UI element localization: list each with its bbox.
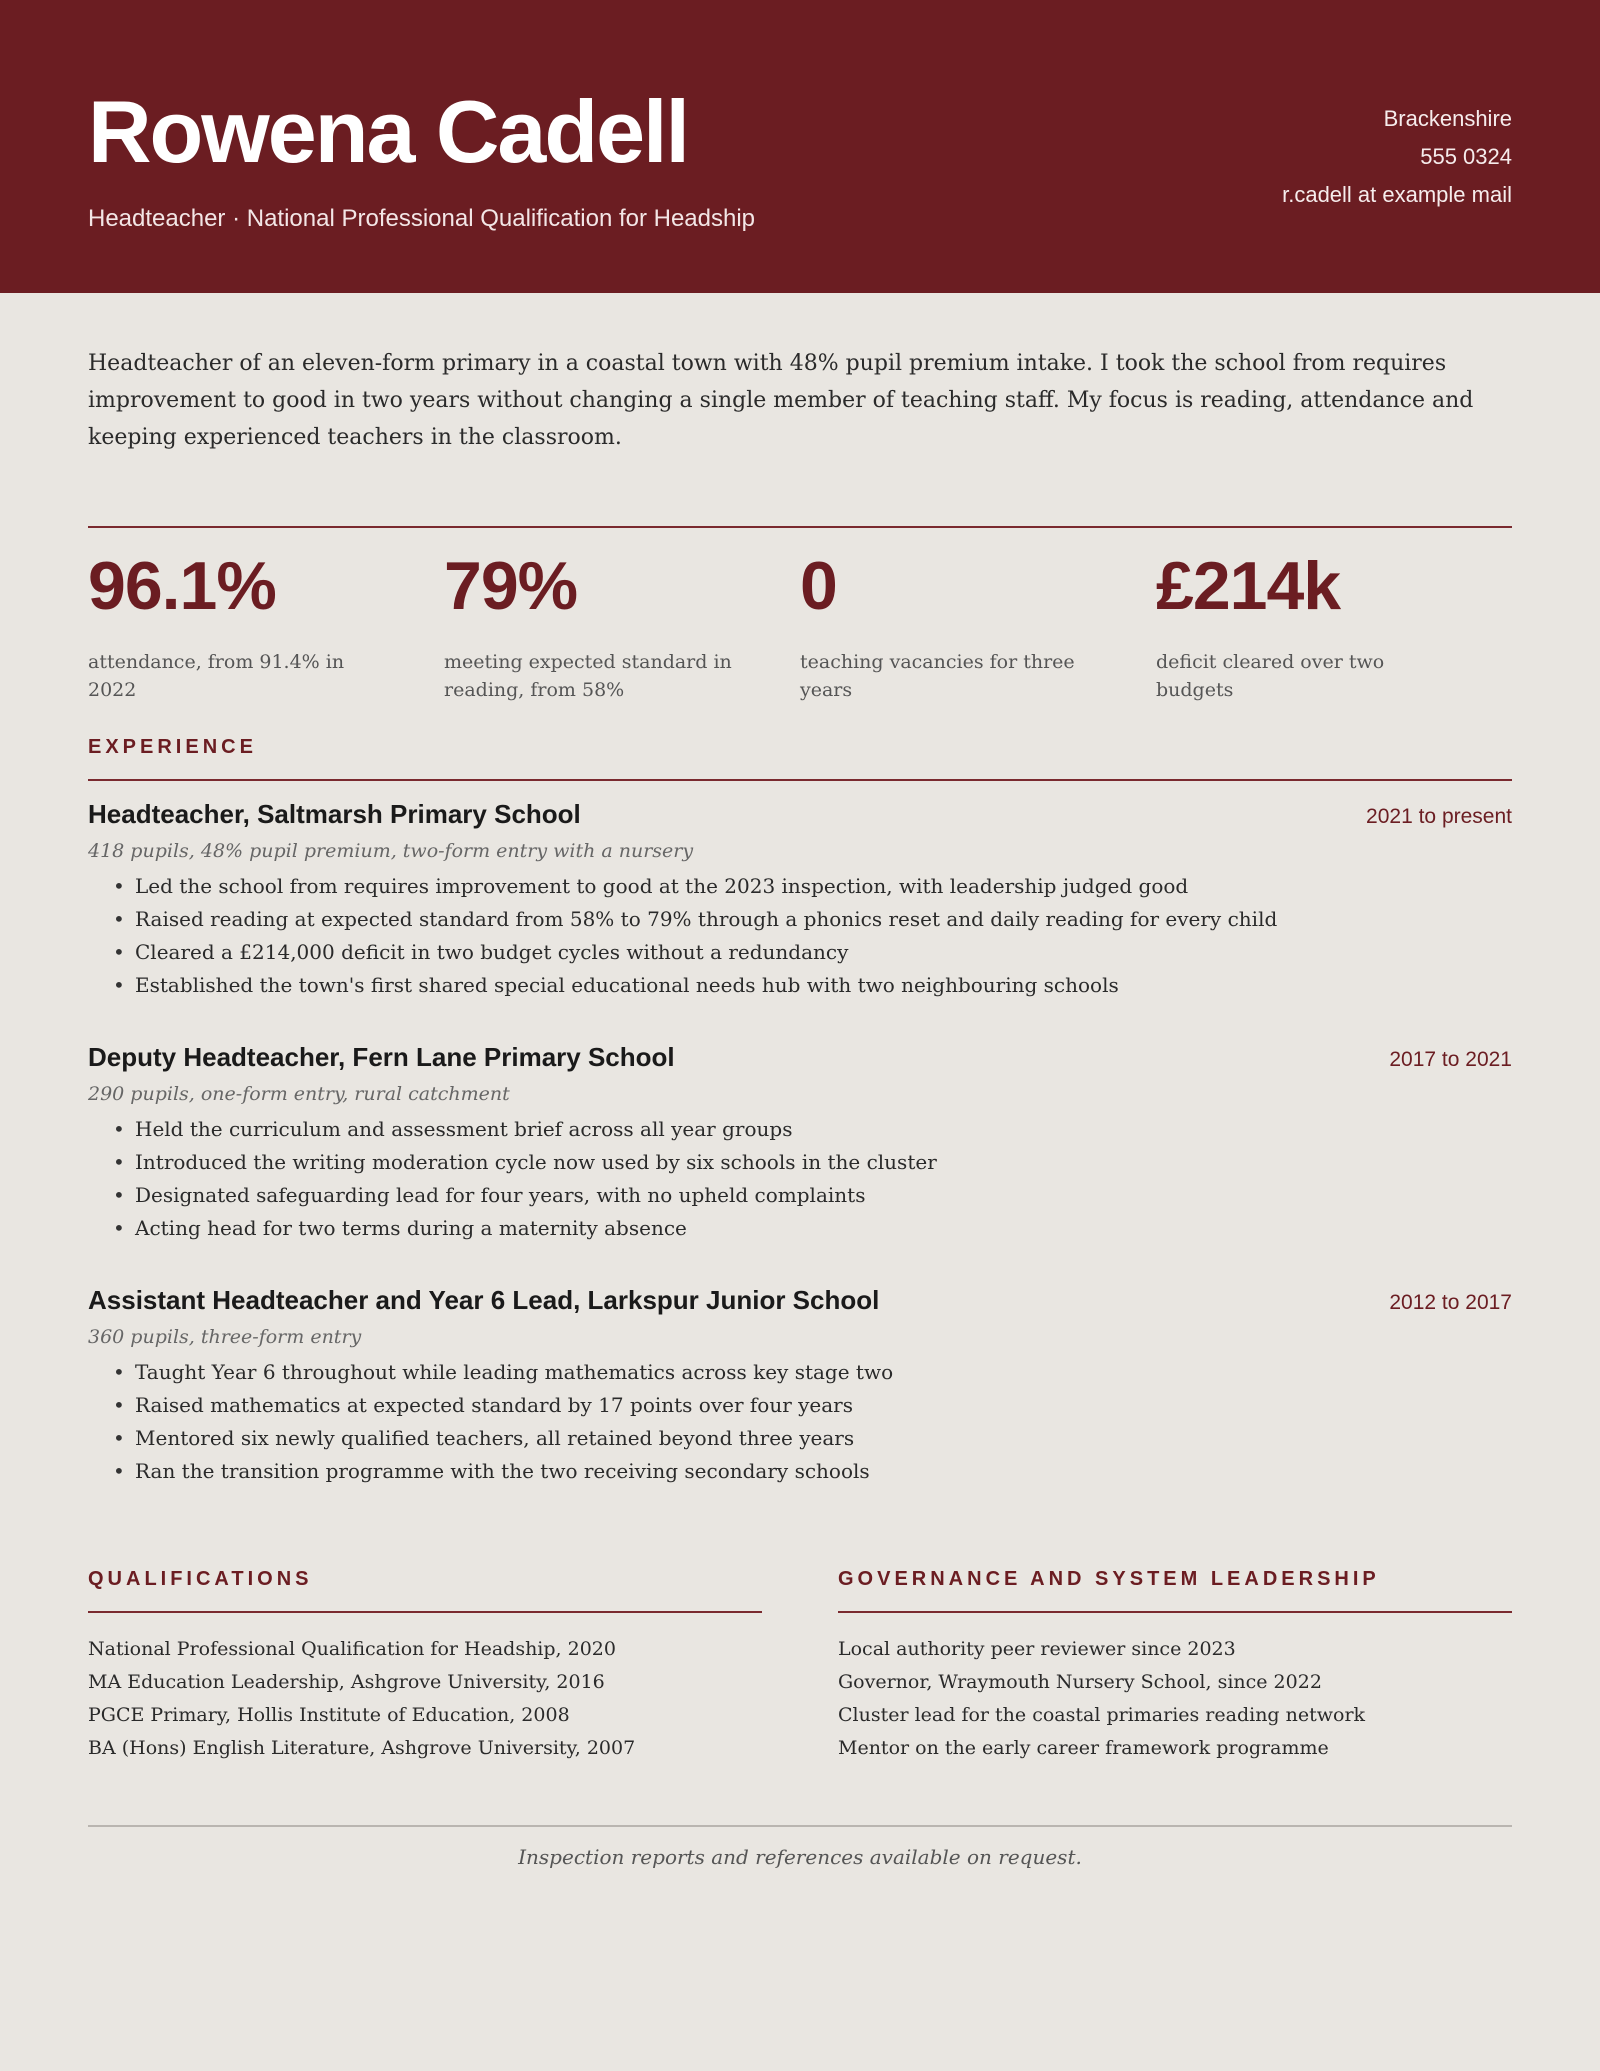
job-header <box>88 1042 1512 1073</box>
contact-email: r.cadell at example mail <box>1282 182 1512 207</box>
key-stats <box>88 526 1512 736</box>
stat-value: 0 <box>800 548 837 624</box>
job-bullet: • Taught Year 6 throughout while leading mathematics across key stage two <box>88 1356 1512 1389</box>
candidate-name: Rowena Cadell <box>88 82 688 181</box>
job-dates: 2017 to 2021 <box>1389 1048 1512 1071</box>
job-bullet: • Mentored six newly qualified teachers, all retained beyond three years <box>88 1422 1512 1455</box>
job-bullet: • Led the school from requires improvement to good at the 2023 inspection, with leadership judged good <box>88 870 1512 903</box>
job-dates: 2021 to present <box>1366 805 1512 828</box>
governance-item: Governor, Wraymouth Nursery School, since 2022 <box>838 1671 1322 1693</box>
job-header <box>88 799 1512 830</box>
experience-heading: EXPERIENCE <box>88 736 1512 781</box>
job-title: Assistant Headteacher and Year 6 Lead, Larkspur Junior School <box>88 1285 880 1315</box>
stat-value: £214k <box>1156 548 1341 624</box>
header-banner <box>0 0 1600 293</box>
job-title: Headteacher, Saltmarsh Primary School <box>88 799 581 829</box>
governance-item: Local authority peer reviewer since 2023 <box>838 1638 1236 1660</box>
stat-value: 96.1% <box>88 548 276 624</box>
job-bullet: • Held the curriculum and assessment brief across all year groups <box>88 1113 1512 1146</box>
job-bullet: • Introduced the writing moderation cycle now used by six schools in the cluster <box>88 1146 1512 1179</box>
governance-item: Cluster lead for the coastal primaries reading network <box>838 1704 1366 1726</box>
job-meta: 360 pupils, three-form entry <box>88 1326 362 1348</box>
stat-value: 79% <box>444 548 578 624</box>
lower-sections <box>88 1568 1512 1765</box>
job-bullet: • Acting head for two terms during a maternity absence <box>88 1212 1512 1245</box>
contact-phone: 555 0324 <box>1420 144 1512 169</box>
job-bullets <box>88 1356 1512 1488</box>
qualifications-list <box>88 1633 762 1765</box>
stat-label: teaching vacancies for three years <box>800 651 1075 701</box>
stat-attendance <box>88 548 444 736</box>
job-dates: 2012 to 2017 <box>1389 1291 1512 1314</box>
job-entry <box>88 1042 1512 1245</box>
experience-section <box>88 736 1512 1488</box>
job-entry <box>88 799 1512 1002</box>
stat-label: attendance, from 91.4% in 2022 <box>88 651 345 701</box>
governance-list <box>838 1633 1512 1765</box>
job-meta: 418 pupils, 48% pupil premium, two-form entry with a nursery <box>88 840 694 862</box>
qualification-item: BA (Hons) English Literature, Ashgrove University, 2007 <box>88 1737 636 1759</box>
resume-body <box>0 345 1600 1869</box>
job-bullet: • Cleared a £214,000 deficit in two budget cycles without a redundancy <box>88 936 1512 969</box>
job-header <box>88 1285 1512 1316</box>
job-bullet: • Designated safeguarding lead for four years, with no upheld complaints <box>88 1179 1512 1212</box>
qualification-item: National Professional Qualification for Headship, 2020 <box>88 1638 616 1660</box>
job-title: Deputy Headteacher, Fern Lane Primary School <box>88 1042 675 1072</box>
candidate-tagline: Headteacher · National Professional Qualification for Headship <box>88 205 756 232</box>
job-bullet: • Established the town's first shared special educational needs hub with two neighbouring schools <box>88 969 1512 1002</box>
stat-deficit <box>1156 548 1512 736</box>
governance-item: Mentor on the early career framework programme <box>838 1737 1329 1759</box>
job-bullet: • Ran the transition programme with the two receiving secondary schools <box>88 1455 1512 1488</box>
governance-section <box>838 1568 1512 1765</box>
job-entry <box>88 1285 1512 1488</box>
footer-divider <box>88 1825 1512 1827</box>
stat-label: deficit cleared over two budgets <box>1156 651 1385 701</box>
job-bullets <box>88 1113 1512 1245</box>
job-meta: 290 pupils, one-form entry, rural catchment <box>88 1083 510 1105</box>
qualifications-heading: QUALIFICATIONS <box>88 1568 762 1613</box>
stat-reading <box>444 548 800 736</box>
stat-vacancies <box>800 548 1156 736</box>
contact-block <box>1282 100 1512 214</box>
footer-note: Inspection reports and references available on request. <box>518 1845 1082 1869</box>
job-bullet: • Raised mathematics at expected standard by 17 points over four years <box>88 1389 1512 1422</box>
job-bullets <box>88 870 1512 1002</box>
profile-summary: Headteacher of an eleven-form primary in a coastal town with 48% pupil premium intake. I took the school from requires improvement to good in two years without changing a single member of teaching staff. My focus is reading, attendance and keeping experienced teachers in the classroom. <box>88 351 1474 450</box>
contact-location: Brackenshire <box>1383 106 1512 131</box>
qualification-item: PGCE Primary, Hollis Institute of Education, 2008 <box>88 1704 570 1726</box>
stat-label: meeting expected standard in reading, from 58% <box>444 651 732 701</box>
job-bullet: • Raised reading at expected standard from 58% to 79% through a phonics reset and daily reading for every child <box>88 903 1512 936</box>
qualification-item: MA Education Leadership, Ashgrove University, 2016 <box>88 1671 605 1693</box>
qualifications-section <box>88 1568 762 1765</box>
governance-heading: GOVERNANCE AND SYSTEM LEADERSHIP <box>838 1568 1512 1613</box>
